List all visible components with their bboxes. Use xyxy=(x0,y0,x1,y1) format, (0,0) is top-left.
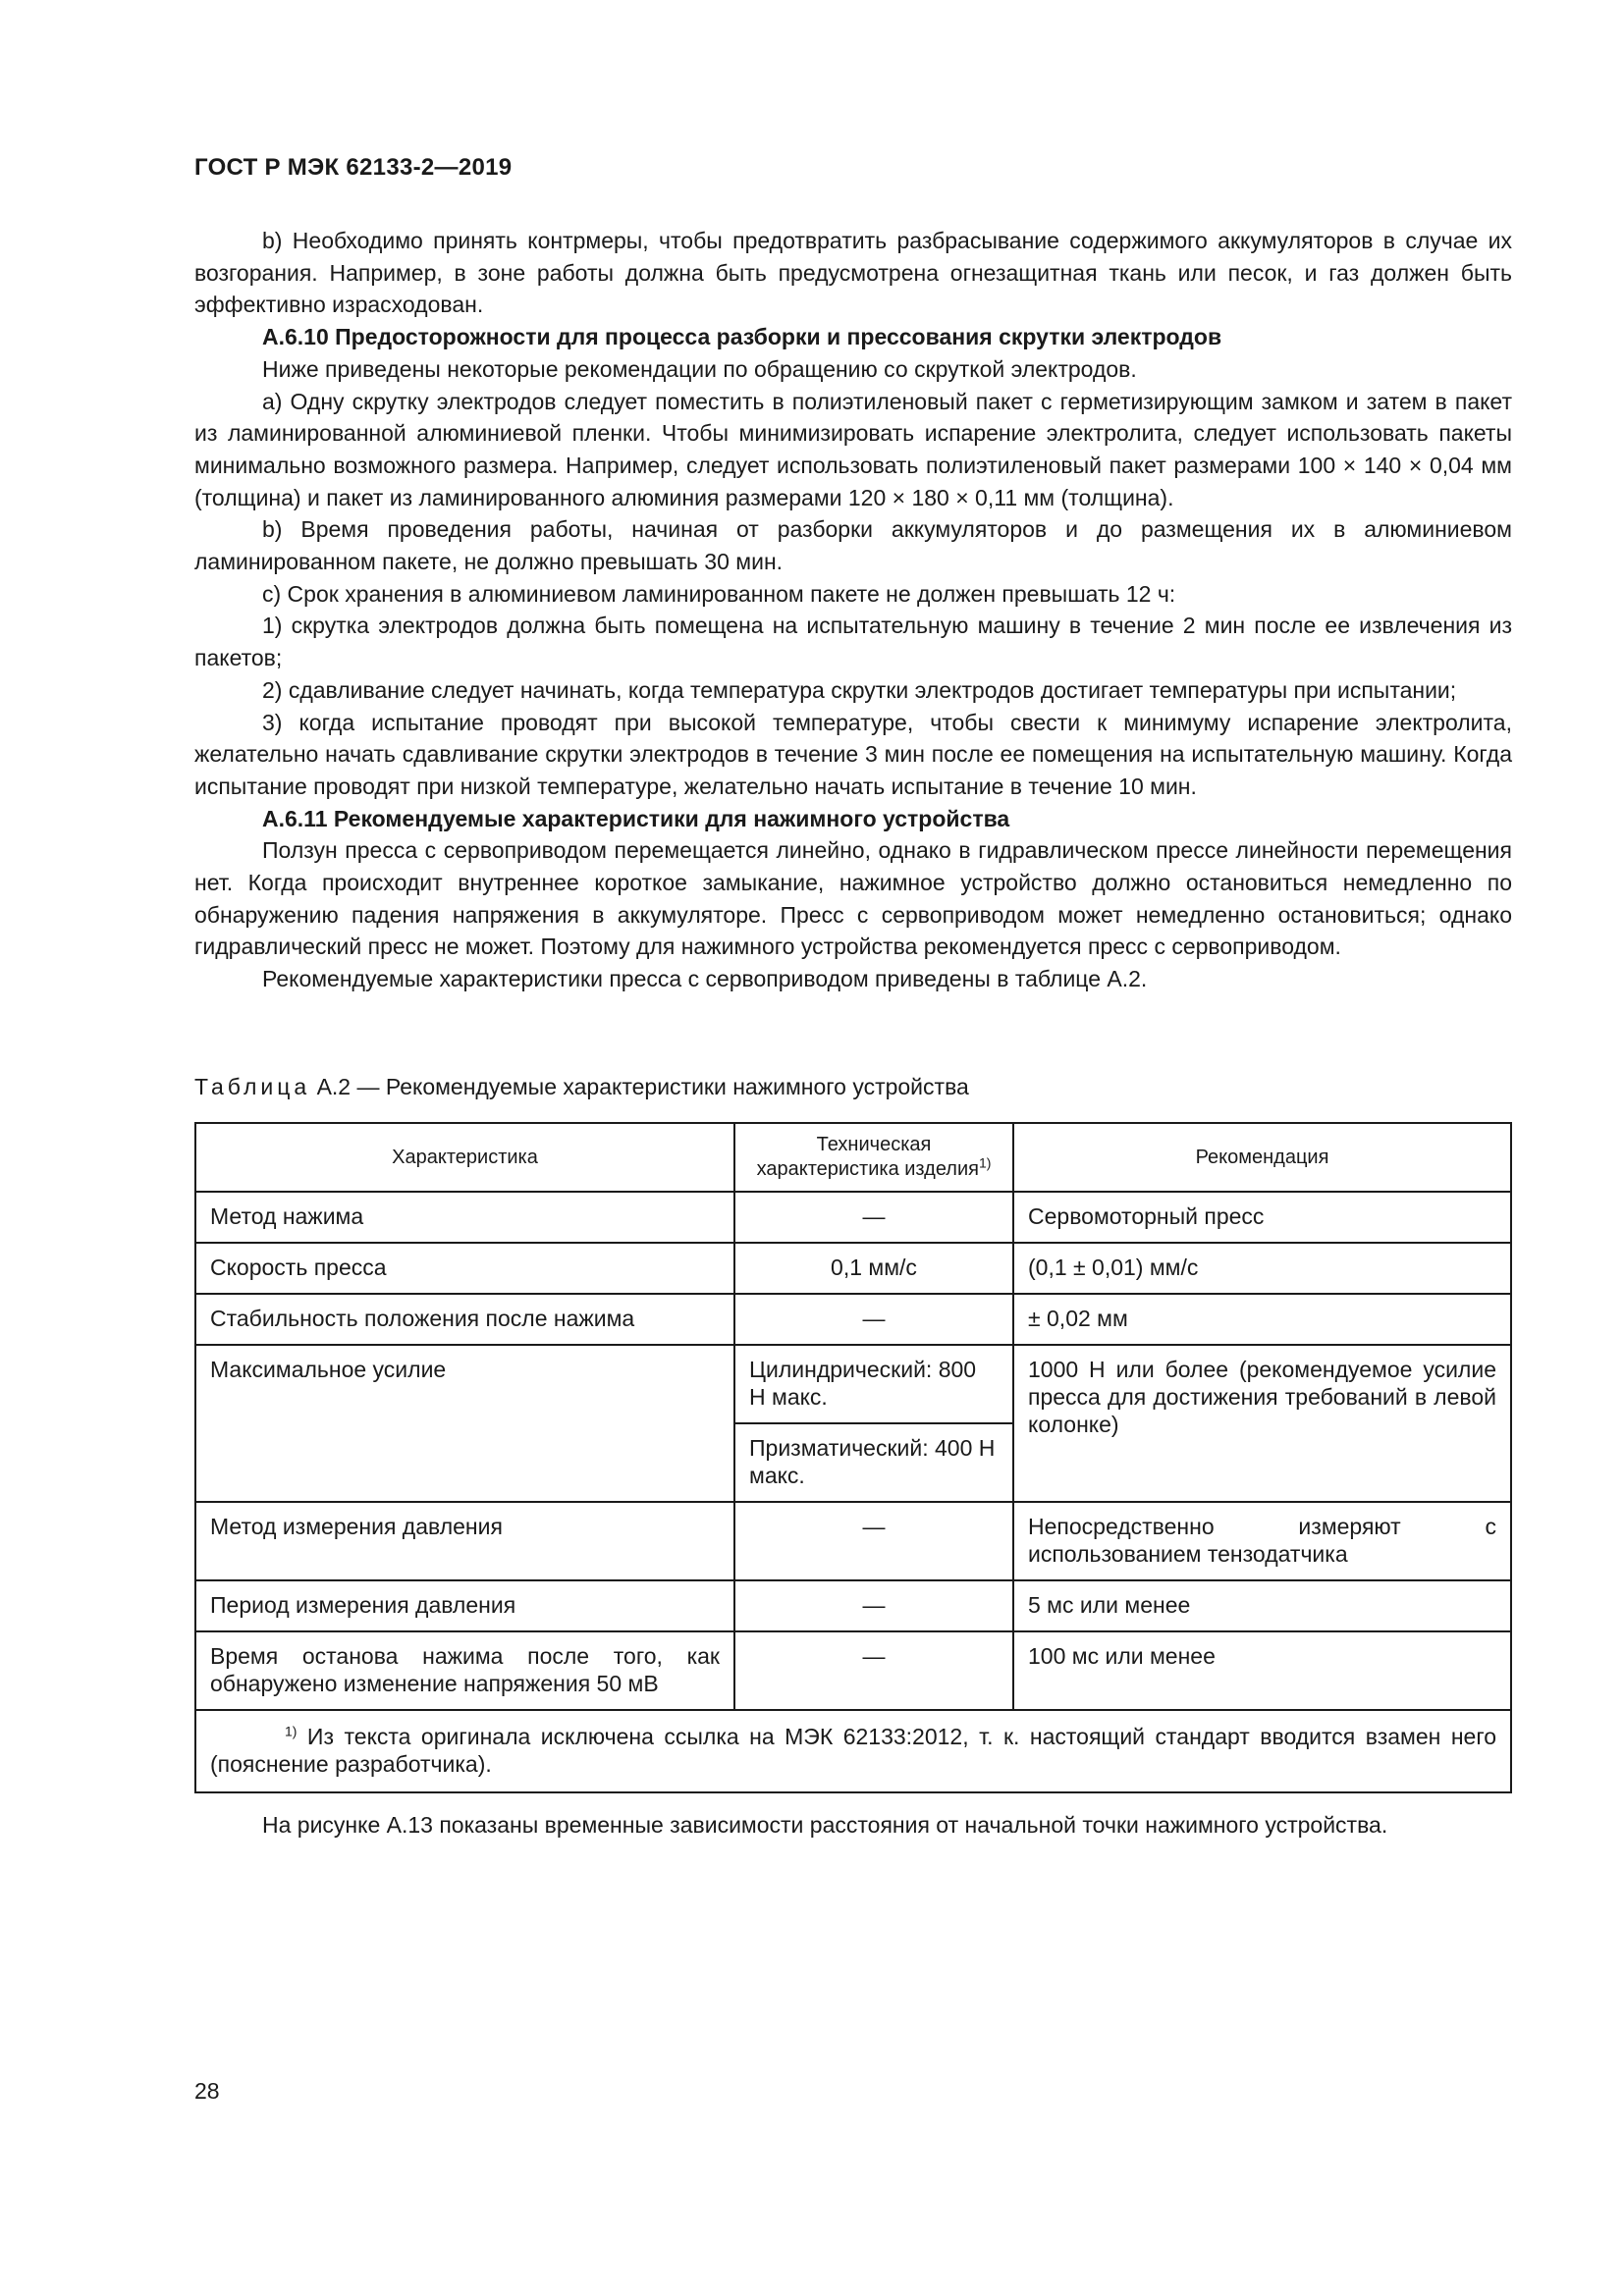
header-characteristic: Характеристика xyxy=(195,1123,734,1192)
cell-spec-prismatic: Призматический: 400 Н макс. xyxy=(734,1423,1013,1502)
cell-recommendation: (0,1 ± 0,01) мм/с xyxy=(1013,1243,1511,1294)
table-row xyxy=(195,1345,1511,1423)
closing-paragraph: На рисунке А.13 показаны временные зависимости расстояния от начальной точки нажимного устройства. xyxy=(262,1812,1388,1838)
section-heading-a611: А.6.11 Рекомендуемые характеристики для нажимного устройства xyxy=(262,805,1010,831)
paragraph-a610-c3: 3) когда испытание проводят при высокой температуре, чтобы свести к минимуму испарение электролита, желательно начать сдавливание скрутки электродов в течение 3 мин после ее помещения на испытательную машину. Когда испытание проводят при низкой температуре, желательно начать испытание в течение 10 мин. xyxy=(194,709,1512,799)
cell-spec-cylindrical: Цилиндрический: 800 Н макс. xyxy=(734,1345,1013,1423)
cell-recommendation: Непосредственно измеряют с использованием тензодатчика xyxy=(1013,1502,1511,1580)
cell-spec: — xyxy=(734,1502,1013,1580)
paragraph-a611-p2: Рекомендуемые характеристики пресса с сервоприводом приведены в таблице А.2. xyxy=(262,966,1148,992)
paragraph-a610-c: с) Срок хранения в алюминиевом ламинированном пакете не должен превышать 12 ч: xyxy=(262,580,1176,607)
section-heading-a610: А.6.10 Предосторожности для процесса разборки и прессования скрутки электродов xyxy=(262,324,1222,350)
paragraph-a610-b: b) Время проведения работы, начиная от разборки аккумуляторов и до размещения их в алюминиевом ламинированном пакете, не должно превышать 30 мин. xyxy=(194,516,1512,575)
table-caption-text: А.2 — Рекомендуемые характеристики нажимного устройства xyxy=(310,1074,969,1099)
cell-recommendation: 5 мс или менее xyxy=(1013,1580,1511,1631)
body-text xyxy=(194,225,1512,995)
table-caption-word: Таблица xyxy=(194,1074,311,1099)
cell-name: Метод измерения давления xyxy=(195,1502,734,1580)
cell-recommendation: 100 мс или менее xyxy=(1013,1631,1511,1710)
paragraph-b-top: b) Необходимо принять контрмеры, чтобы предотвратить разбрасывание содержимого аккумуляторов в случае их возгорания. Например, в зоне работы должна быть предусмотрена огнезащитная ткань или песок, и газ должен быть эффективно израсходован. xyxy=(194,228,1512,318)
cell-spec: — xyxy=(734,1580,1013,1631)
paragraph-a611-p1: Ползун пресса с сервоприводом перемещается линейно, однако в гидравлическом прессе линейности перемещения нет. Когда происходит внутреннее короткое замыкание, нажимное устройство должно остановиться немедленно по обнаружению падения напряжения в аккумуляторе. Пресс с сервоприводом может немедленно остановиться; однако гидравлический пресс не может. Поэтому для нажимного устройства рекомендуется пресс с сервоприводом. xyxy=(194,837,1512,960)
table-footnote-row xyxy=(195,1710,1511,1792)
cell-name: Время останова нажима после того, как обнаружено изменение напряжения 50 мВ xyxy=(195,1631,734,1710)
cell-recommendation: Сервомоторный пресс xyxy=(1013,1192,1511,1243)
cell-spec: — xyxy=(734,1192,1013,1243)
paragraph-a610-c2: 2) сдавливание следует начинать, когда температура скрутки электродов достигает температуры при испытании; xyxy=(262,676,1457,703)
table-row xyxy=(195,1192,1511,1243)
footnote-text: Из текста оригинала исключена ссылка на МЭК 62133:2012, т. к. настоящий стандарт вводится взамен него (пояснение разработчика). xyxy=(210,1724,1496,1777)
table-row xyxy=(195,1631,1511,1710)
header-spec xyxy=(734,1123,1013,1192)
table-row xyxy=(195,1580,1511,1631)
cell-name: Стабильность положения после нажима xyxy=(195,1294,734,1345)
paragraph-a610-intro: Ниже приведены некоторые рекомендации по обращению со скруткой электродов. xyxy=(262,355,1137,382)
header-spec-text: Техническая характеристика изделия xyxy=(756,1134,979,1180)
header-spec-footnote-mark: 1) xyxy=(978,1154,992,1171)
table-header-row xyxy=(195,1123,1511,1192)
paragraph-a610-c1: 1) скрутка электродов должна быть помещена на испытательную машину в течение 2 мин после ее извлечения из пакетов; xyxy=(194,613,1512,671)
cell-name: Максимальное усилие xyxy=(195,1345,734,1502)
cell-name: Метод нажима xyxy=(195,1192,734,1243)
cell-spec: — xyxy=(734,1631,1013,1710)
cell-recommendation: 1000 Н или более (рекомендуемое усилие пресса для достижения требований в левой колонке) xyxy=(1013,1345,1511,1502)
table-caption xyxy=(194,1071,969,1102)
table-row xyxy=(195,1502,1511,1580)
paragraph-a610-a: а) Одну скрутку электродов следует поместить в полиэтиленовый пакет с герметизирующим замком и затем в пакет из ламинированной алюминиевой пленки. Чтобы минимизировать испарение электролита, следует использовать пакеты минимально возможного размера. Например, следует использовать полиэтиленовый пакет размерами 100 × 140 × 0,04 мм (толщина) и пакет из ламинированного алюминия размерами 120 × 180 × 0,11 мм (толщина). xyxy=(194,388,1512,510)
document-header: ГОСТ Р МЭК 62133-2—2019 xyxy=(194,154,513,181)
cell-recommendation: ± 0,02 мм xyxy=(1013,1294,1511,1345)
footnote-mark: 1) xyxy=(285,1723,298,1739)
table-row xyxy=(195,1294,1511,1345)
specs-table xyxy=(194,1122,1512,1793)
header-recommendation: Рекомендация xyxy=(1013,1123,1511,1192)
cell-name: Скорость пресса xyxy=(195,1243,734,1294)
page-number: 28 xyxy=(194,2078,220,2104)
table-footnote xyxy=(195,1710,1511,1792)
cell-spec: 0,1 мм/с xyxy=(734,1243,1013,1294)
cell-name: Период измерения давления xyxy=(195,1580,734,1631)
cell-spec: — xyxy=(734,1294,1013,1345)
table-row xyxy=(195,1243,1511,1294)
